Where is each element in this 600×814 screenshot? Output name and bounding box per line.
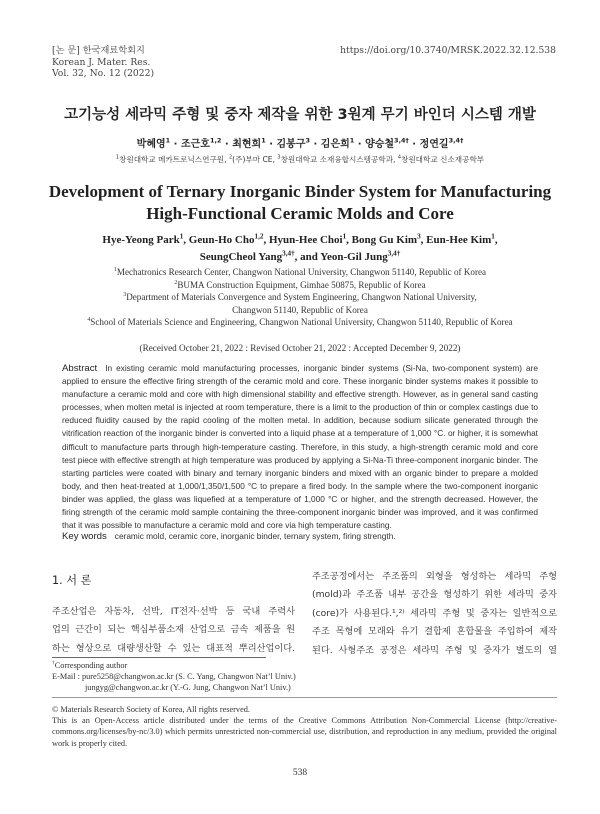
english-affiliation-line	[40, 291, 560, 304]
korean-author-name: 최현희	[232, 139, 262, 150]
english-affiliation-line	[40, 304, 560, 317]
author-affiliation-mark: 1	[342, 232, 347, 241]
email-line-2	[52, 682, 452, 693]
korean-affiliations	[0, 154, 600, 165]
received-dates: (Received October 21, 2022 : Revised October 21, 2022 : Accepted December 9, 2022)	[139, 343, 461, 353]
korean-affiliation: 창원대학교 신소재공학부	[401, 155, 485, 164]
author-affiliation-mark: 1	[349, 136, 355, 145]
author-affiliation-mark: 1	[491, 232, 495, 241]
english-affiliation: BUMA Construction Equipment, Gimhae 50875, Republic of Korea	[177, 279, 426, 290]
english-author-name: Bong Gu Kim	[351, 234, 418, 246]
abstract	[62, 362, 538, 532]
english-author-name: Hye-Yeong Park	[102, 234, 180, 246]
footnote-rule	[52, 657, 266, 658]
english-author-name: Eun-Hee Kim	[426, 234, 492, 246]
english-authors-line2	[60, 249, 540, 266]
english-authors	[60, 232, 540, 266]
english-affiliation: Department of Materials Convergence and System Engineering, Changwon National University,	[126, 292, 477, 303]
author-separator: ,	[346, 234, 352, 246]
journal-header	[52, 45, 154, 80]
english-affiliation-line	[40, 316, 560, 329]
author-separator: ,	[420, 234, 427, 246]
body-text-line: 주조 목형에 모래와 유기 결합제 혼합물을 주입하여 제작	[312, 626, 557, 638]
korean-author-name: 박혜영	[136, 139, 166, 150]
author-separator: ·	[221, 139, 233, 150]
corresponding-author-label: †Corresponding author	[52, 660, 128, 670]
license-text: This is an Open-Access article distributed under the terms of the Creative Commons Attribution Non-Commercial License (http://creative-commons.org/licenses/by-nc/3.0) which permits unrestricted non-commercial use, distribution, and reproduction in any medium, provided the original work is properly cited.	[52, 716, 557, 748]
email-2[interactable]: jungyg@changwon.ac.kr (Y.-G. Jung, Changwon Nat’l Univ.)	[85, 683, 291, 693]
body-text-line: 업의 근간이 되는 핵심부품소재 산업으로 금속 제품을 원	[52, 624, 295, 636]
author-affiliation-mark: 1,2	[209, 136, 222, 145]
english-title	[40, 181, 560, 225]
author-separator: ·	[170, 139, 181, 150]
author-affiliation-mark: 3	[417, 232, 421, 241]
body-text-line: (mold)과 주조품 내부 공간을 형성하기 위한 세라믹 중자	[312, 589, 557, 601]
affiliation-mark: 2	[228, 154, 233, 161]
korean-title: 고기능성 세라믹 주형 및 중자 제작을 위한 3원계 무기 바인더 시스템 개발	[64, 107, 536, 123]
korean-authors	[0, 135, 600, 150]
author-affiliation-mark: 1	[165, 136, 171, 145]
journal-volume: Vol. 32, No. 12 (2022)	[52, 68, 155, 79]
journal-name-english: Korean J. Mater. Res.	[52, 56, 151, 68]
email-line-1: E-Mail : pure5258@changwon.ac.kr (S. C. Yang, Changwon Nat’l Univ.)	[52, 672, 296, 682]
english-affiliation-line	[40, 266, 560, 279]
author-separator: ·	[310, 139, 321, 150]
english-affiliations	[40, 266, 560, 329]
korean-author-name: 조근호	[180, 139, 210, 150]
english-title-line2: High-Functional Ceramic Molds and Core	[146, 204, 454, 223]
korean-affiliation: (주)부마 CE,	[232, 155, 278, 164]
english-authors-line1	[60, 232, 540, 249]
body-text-line: 된다. 사형주조 공정은 세라믹 주형 및 중자가 별도의 열	[312, 644, 557, 656]
section-heading-introduction: 1. 서 론	[52, 574, 92, 587]
english-author-name: Hyun-Hee Choi	[268, 234, 343, 246]
english-affiliation: Mechatronics Research Center, Changwon National University, Changwon 51140, Republic of Korea	[116, 267, 487, 277]
korean-affiliation: 창원대학교 메카트로닉스연구원,	[119, 155, 229, 164]
korean-author-name: 김봉구	[276, 139, 306, 150]
affiliation-mark: 4	[397, 154, 402, 161]
journal-name-korean: [논 문] 한국재료학회지	[52, 45, 145, 56]
author-affiliation-mark: 3,4†	[282, 249, 295, 258]
author-affiliation-mark: 1	[261, 136, 266, 145]
korean-author-name: 정연길	[419, 139, 449, 150]
author-affiliation-mark: 3	[305, 136, 311, 145]
english-affiliation: School of Materials Science and Engineering, Changwon National University, Changwon 51140, Republic of Korea	[90, 317, 513, 328]
affiliation-mark: 3	[277, 154, 281, 161]
author-separator: ·	[408, 139, 420, 150]
korean-author-name: 양승철	[365, 139, 395, 150]
author-affiliation-mark: 3,4†	[387, 249, 401, 258]
body-text-line: 주조산업은 자동차, 선박, IT전자·선박 등 국내 주력사	[52, 606, 295, 617]
email-1[interactable]: pure5258@changwon.ac.kr (S. C. Yang, Changwon Nat’l Univ.)	[81, 672, 296, 682]
copyright-line: © Materials Research Society of Korea, All rights reserved.	[52, 705, 250, 714]
affiliation-mark: 4	[87, 317, 91, 324]
abstract-text: In existing ceramic mold manufacturing processes, inorganic binder systems (Si-Na, two-component system) are applied to ensure the effective firing strength of the ceramic mold and core. These inorganic binder systems makes it possible to manufacture a ceramic mold and core with high dimensional stability and effective strength. However, as in general sand casting processes, when molten metal is injected at room temperature, there is a limit to the production of thin or complex castings due to reduced fluidity caused by the rapid cooling of the molten metal. In addition, because sodium silicate generated through the vitrification reaction of the inorganic binder is converted into a liquid phase at a temperature of 1,000 °C. or higher, it is somewhat difficult to manufacture parts through high-temperature casting. Therefore, in this study, a high-strength ceramic mold and core test piece with effective strength at high temperature was produced by applying a Si-Na-Ti three-component inorganic binder. The starting particles were coated with binary and ternary inorganic binders and mixed with an organic binder to prepare a molded body, and then heat-treated at 1,000/1,350/1,500 °C to prepare a fired body. In the sample where the two-component inorganic binder was applied, the glass was liquefied at a temperature of 1,000 °C or higher, and the strength decreased. However, the firing strength of the ceramic mold sample containing the three-component inorganic binder was improved, and it was confirmed that it was possible to manufacture a ceramic mold and core via high temperature casting.	[62, 363, 538, 531]
english-affiliation: Changwon 51140, Republic of Korea	[232, 304, 368, 315]
keywords-text: ceramic mold, ceramic core, inorganic binder, ternary system, firing strength.	[114, 531, 396, 541]
keywords	[62, 531, 538, 542]
english-author-name: SeungCheol Yang	[199, 251, 283, 263]
author-affiliation-mark: 3,4†	[448, 136, 464, 145]
english-affiliation-line	[40, 279, 560, 292]
author-separator: ,	[263, 234, 269, 246]
abstract-label: Abstract	[62, 363, 98, 374]
affiliation-mark: 1	[115, 154, 120, 161]
body-text-line: (core)가 사용된다.¹,²⁾ 세라믹 주형 및 중자는 일반적으로	[312, 607, 557, 619]
english-author-name: Yeon-Gil Jung	[320, 251, 388, 263]
intro-left-column	[52, 603, 295, 658]
author-affiliation-mark: 1	[179, 232, 184, 241]
keywords-label: Key words	[62, 531, 107, 542]
author-affiliation-mark: 3,4†	[394, 136, 409, 145]
intro-right-column	[312, 568, 557, 660]
affiliation-mark: 3	[123, 292, 127, 299]
doi-link[interactable]: https://doi.org/10.3740/MRSK.2022.32.12.538	[340, 45, 556, 56]
page-number: 538	[292, 768, 308, 778]
license-rule	[52, 697, 557, 698]
affiliation-mark: 1	[113, 266, 117, 273]
author-affiliation-mark: 1,2	[254, 232, 264, 241]
author-separator: ,	[183, 234, 189, 246]
author-separator: ,	[494, 234, 498, 246]
license-block	[52, 704, 557, 749]
author-separator: ·	[354, 139, 366, 150]
corresponding-footnote	[52, 660, 452, 694]
english-title-line1: Development of Ternary Inorganic Binder System for Manufacturing	[48, 182, 552, 201]
affiliation-mark: 2	[174, 279, 178, 286]
korean-author-name: 김은희	[320, 139, 350, 150]
body-text-line: 주조공정에서는 주조품의 외형을 형성하는 세라믹 주형	[312, 571, 557, 582]
english-author-name: Geun-Ho Cho	[188, 234, 255, 246]
body-text-line: 하는 형상으로 대량생산할 수 있는 대표적 뿌리산업이다.	[52, 642, 295, 654]
korean-affiliation: 창원대학교 소재융합시스템공학과,	[280, 155, 398, 164]
author-separator: ·	[265, 139, 277, 150]
author-separator: , and	[294, 251, 321, 263]
